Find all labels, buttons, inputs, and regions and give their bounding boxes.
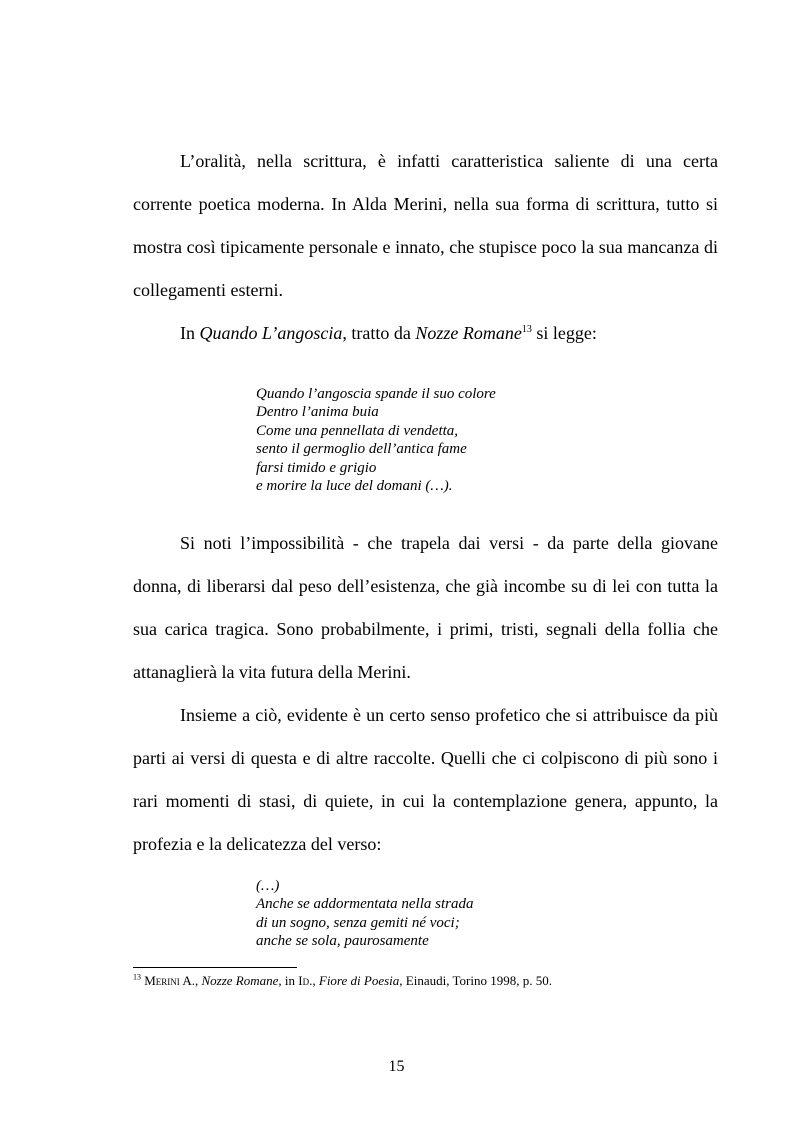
footnote-ref[interactable]: 13 bbox=[521, 324, 532, 335]
paragraph-orality: L’oralità, nella scrittura, è infatti caratteristica saliente di una certa corrente poetica moderna. In Alda Merini, nella sua forma di scrittura, tutto si mostra così tipicamente personale e innato, che stupisce poco la sua mancanza di collegamenti esterni. bbox=[133, 151, 718, 300]
poem-line: farsi timido e grigio bbox=[256, 459, 377, 476]
footnote-sep: , bbox=[312, 973, 319, 988]
intro-middle: , tratto da bbox=[342, 323, 416, 343]
footnote-ibid: Id. bbox=[298, 973, 313, 988]
intro-prefix: In bbox=[180, 323, 200, 343]
poem-line: (…) bbox=[256, 878, 280, 894]
footnote-number: 13 bbox=[133, 972, 141, 982]
footnote-publisher: Einaudi, Torino 1998, p. 50. bbox=[402, 973, 552, 988]
footnote bbox=[133, 973, 552, 989]
footnote-author: Merini A. bbox=[144, 973, 195, 988]
poem-line: Anche se addormentata nella strada bbox=[256, 896, 474, 913]
footnote-separator bbox=[133, 967, 297, 968]
paragraph-impossibility: Si noti l’impossibilità - che trapela dai versi - da parte della giovane donna, di liberarsi dal peso dell’esistenza, che già incombe su di lei con tutta la sua carica tragica. Sono probabilmente, i primi, tristi, segnali della follia che attanaglierà la vita futura della Merini. bbox=[133, 533, 718, 682]
poem-quotation-1 bbox=[256, 385, 496, 495]
poem-title: Quando L’angoscia bbox=[199, 323, 343, 343]
page-number: 15 bbox=[388, 1058, 405, 1075]
poem-line: e morire la luce del domani (…). bbox=[256, 478, 453, 495]
footnote-work: Nozze Romane bbox=[201, 973, 279, 988]
footnote-collection: Fiore di Poesia, bbox=[318, 973, 403, 988]
intro-suffix: si legge: bbox=[531, 323, 597, 343]
poem-line: Dentro l’anima buia bbox=[256, 404, 379, 421]
poem-intro-line bbox=[133, 312, 718, 355]
poem-line: Quando l’angoscia spande il suo colore bbox=[256, 386, 496, 402]
paragraph-prophetic: Insieme a ciò, evidente è un certo senso profetico che si attribuisce da più parti ai versi di questa e di altre raccolte. Quelli che ci colpiscono di più sono i rari momenti di stasi, di quiete, in cui la contemplazione genera, appunto, la profezia e la delicatezza del verso: bbox=[133, 705, 718, 854]
poem-quotation-2 bbox=[256, 877, 473, 951]
footnote-in: , in bbox=[278, 973, 299, 988]
poem-line: anche se sola, paurosamente bbox=[256, 933, 429, 950]
poem-line: sento il germoglio dell’antica fame bbox=[256, 441, 467, 458]
footnote-sep: , bbox=[194, 973, 202, 988]
poem-line: Come una pennellata di vendetta, bbox=[256, 422, 459, 439]
collection-title: Nozze Romane bbox=[415, 323, 522, 343]
poem-line: di un sogno, senza gemiti né voci; bbox=[256, 914, 460, 931]
